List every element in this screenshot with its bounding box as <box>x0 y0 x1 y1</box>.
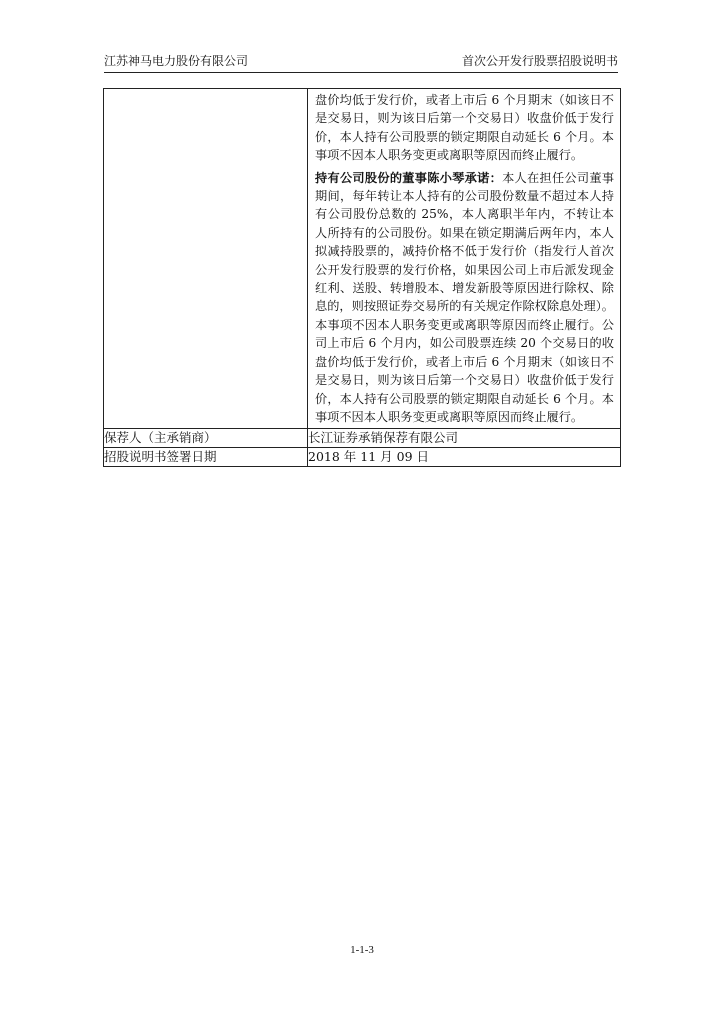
commitment-label-cell <box>104 89 308 429</box>
director-commitment-text: 本人在担任公司董事期间，每年转让本人持有的公司股份数量不超过本人持有公司股份总数的 25%，本人离职半年内，不转让本人所持有的公司股份。如果在锁定期满后两年内，本人拟减持股票的，减持价格不低于发行价（指发行人首次公开发行股票的发行价格，如果因公司上市后派发现金红利、送股、转增股本、增发新股等原因进行除权、除息的，则按照证券交易所的有关规定作除权除息处理）。本事项不因本人职务变更或离职等原因而终止履行。公司上市后 6 个月内，如公司股票连续 20 个交易日的收盘价均低于发行价，或者上市后 6 个月期末（如该日不是交易日，则为该日后第一个交易日）收盘价低于发行价，本人持有公司股票的锁定期限自动延长 6 个月。本事项不因本人职务变更或离职等原因而终止履行。 <box>315 170 615 424</box>
commitment-text-cell <box>308 89 621 429</box>
prospectus-info-table <box>103 88 621 467</box>
commitment-continued-paragraph: 盘价均低于发行价，或者上市后 6 个月期末（如该日不是交易日，则为该日后第一个交易日）收盘价低于发行价，本人持有公司股票的锁定期限自动延长 6 个月。本事项不因本人职务变更或离职等原因而终止履行。 <box>315 93 614 163</box>
page-number: 1-1-3 <box>350 944 374 956</box>
table-row-signing-date <box>104 448 621 467</box>
page-header <box>104 52 618 73</box>
table-row-sponsor <box>104 429 621 448</box>
sponsor-value: 长江证券承销保荐有限公司 <box>308 429 621 448</box>
signing-date-value: 2018 年 11 月 09 日 <box>308 448 621 467</box>
director-commitment-paragraph <box>308 167 620 429</box>
company-name: 江苏神马电力股份有限公司 <box>104 54 249 68</box>
signing-date-label: 招股说明书签署日期 <box>104 448 308 467</box>
table-row-commitment <box>104 89 621 429</box>
director-commitment-heading: 持有公司股份的董事陈小琴承诺： <box>315 170 503 185</box>
document-title: 首次公开发行股票招股说明书 <box>461 54 618 68</box>
sponsor-label: 保荐人（主承销商） <box>104 429 308 448</box>
